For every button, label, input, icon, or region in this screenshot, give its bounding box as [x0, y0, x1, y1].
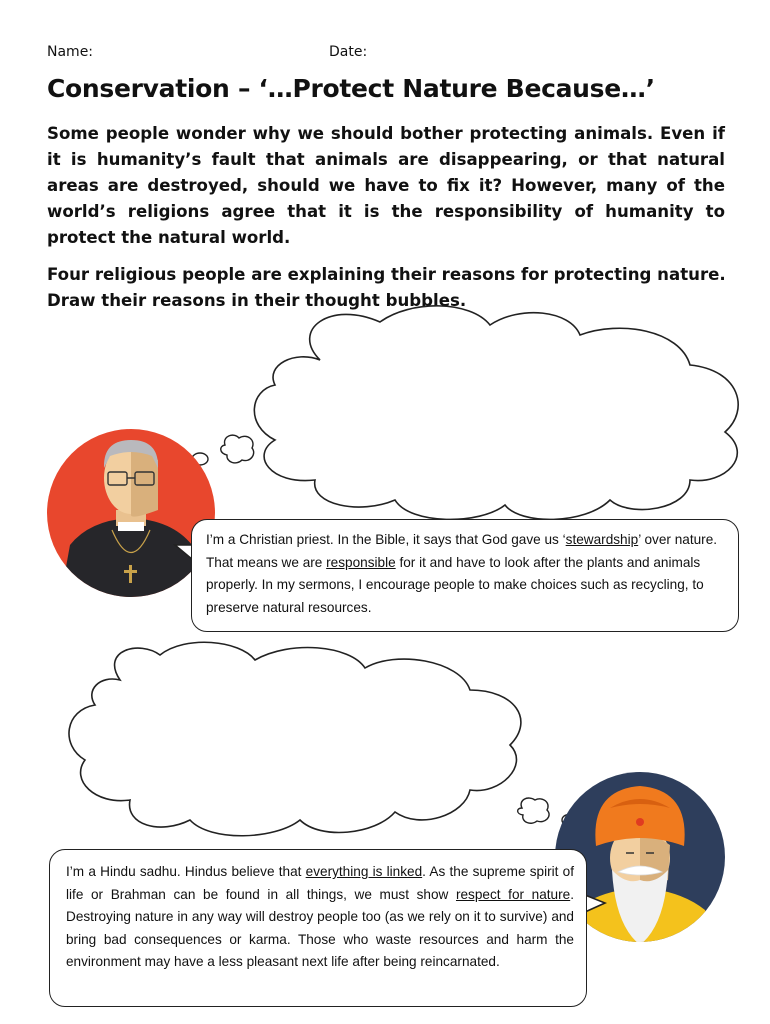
thought-bubble-2[interactable]	[69, 642, 521, 835]
name-label: Name:	[47, 44, 94, 60]
priest-speech-text: I’m a Christian priest. In the Bible, it says that God gave us ‘stewardship’ over nature. That means we are responsible for it and have to look after the plants and animals properly. In my sermons, I encourage people to make choices such as recycling, to preserve natural resources.	[206, 532, 718, 615]
priest-speech-box	[191, 519, 739, 632]
intro-paragraph: Some people wonder why we should bother protecting animals. Even if it is humanity’s fault that animals are disappearing, or that natural areas are destroyed, should we have to fix it? However, many of the world’s religions agree that it is the responsibility of humanity to protect the natural world.	[47, 124, 725, 247]
sadhu-speech-box	[49, 849, 587, 1007]
priest-avatar	[47, 429, 215, 600]
sadhu-speech-text: I’m a Hindu sadhu. Hindus believe that everything is linked. As the supreme spirit of life or Brahman can be found in all things, we must show respect for nature. Destroying nature in any way will destroy people too (as we rely on it to survive) and bring bad consequences or karma. Those who waste resources and harm the environment may have a less pleasant next life after being reincarnated.	[66, 864, 574, 969]
date-label: Date:	[329, 44, 368, 60]
thought-bubble-1[interactable]	[254, 306, 738, 520]
instruction-paragraph: Four religious people are explaining their reasons for protecting nature. Draw their reasons in their thought bubbles.	[47, 265, 726, 310]
page-title: Conservation – ‘…Protect Nature Because…’	[47, 74, 655, 103]
